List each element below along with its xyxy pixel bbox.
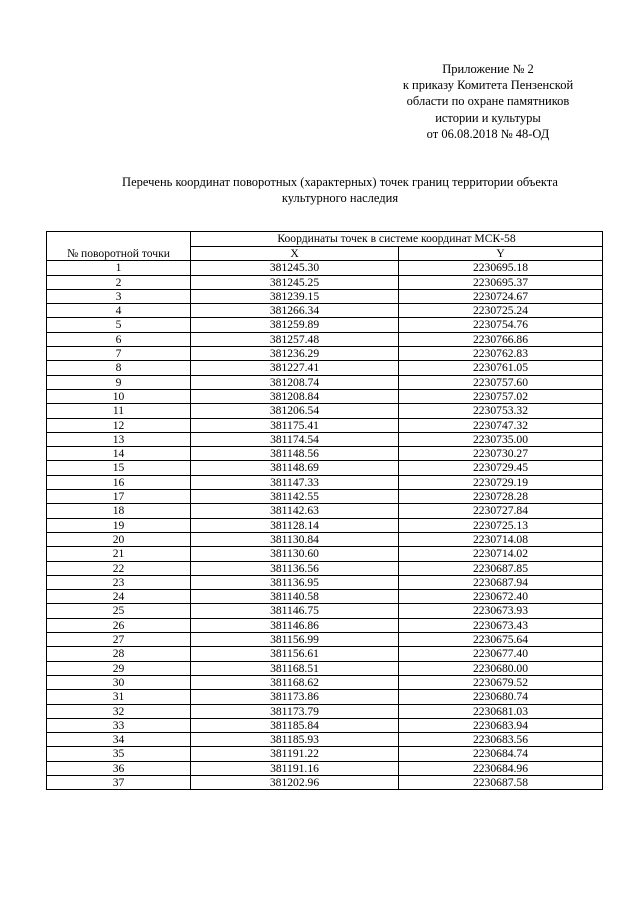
appendix-line: от 06.08.2018 № 48-ОД	[426, 126, 550, 141]
table-row	[47, 289, 603, 303]
y-coordinate-cell: 2230680.00	[399, 661, 603, 675]
x-coordinate-cell: 381146.86	[191, 618, 399, 632]
y-coordinate-cell: 2230673.43	[399, 618, 603, 632]
appendix-block	[360, 61, 616, 142]
point-number-cell: 22	[47, 561, 191, 575]
point-number-cell: 30	[47, 675, 191, 689]
table-row	[47, 261, 603, 275]
y-coordinate-cell: 2230747.32	[399, 418, 603, 432]
point-number-cell: 35	[47, 747, 191, 761]
y-coordinate-cell: 2230728.28	[399, 490, 603, 504]
point-number-cell: 15	[47, 461, 191, 475]
point-number-cell: 34	[47, 733, 191, 747]
x-coordinate-cell: 381142.55	[191, 490, 399, 504]
x-coordinate-cell: 381146.75	[191, 604, 399, 618]
table-row	[47, 332, 603, 346]
y-coordinate-cell: 2230729.45	[399, 461, 603, 475]
table-row	[47, 389, 603, 403]
table-row	[47, 618, 603, 632]
x-coordinate-cell: 381202.96	[191, 775, 399, 789]
table-row	[47, 275, 603, 289]
table-row	[47, 647, 603, 661]
y-coordinate-cell: 2230757.60	[399, 375, 603, 389]
table-row	[47, 661, 603, 675]
x-coordinate-cell: 381173.86	[191, 690, 399, 704]
y-coordinate-cell: 2230687.94	[399, 575, 603, 589]
point-number-cell: 37	[47, 775, 191, 789]
x-coordinate-cell: 381191.22	[191, 747, 399, 761]
table-row	[47, 375, 603, 389]
y-column-header: Y	[399, 247, 603, 261]
table-row	[47, 404, 603, 418]
table-row	[47, 747, 603, 761]
table-row	[47, 547, 603, 561]
appendix-line: к приказу Комитета Пензенской	[402, 78, 574, 93]
x-coordinate-cell: 381142.63	[191, 504, 399, 518]
y-coordinate-cell: 2230761.05	[399, 361, 603, 375]
table-row	[47, 361, 603, 375]
point-number-cell: 33	[47, 718, 191, 732]
table-row	[47, 490, 603, 504]
y-coordinate-cell: 2230725.24	[399, 304, 603, 318]
y-coordinate-cell: 2230724.67	[399, 289, 603, 303]
x-coordinate-cell: 381136.95	[191, 575, 399, 589]
y-coordinate-cell: 2230725.13	[399, 518, 603, 532]
x-coordinate-cell: 381257.48	[191, 332, 399, 346]
x-coordinate-cell: 381140.58	[191, 590, 399, 604]
x-column-header: X	[191, 247, 399, 261]
point-number-cell: 36	[47, 761, 191, 775]
point-number-cell: 20	[47, 532, 191, 546]
point-number-cell: 8	[47, 361, 191, 375]
x-coordinate-cell: 381245.25	[191, 275, 399, 289]
point-number-header: № поворотной точки	[47, 232, 191, 261]
y-coordinate-cell: 2230673.93	[399, 604, 603, 618]
table-row	[47, 532, 603, 546]
point-number-cell: 23	[47, 575, 191, 589]
x-coordinate-cell: 381259.89	[191, 318, 399, 332]
table-row	[47, 718, 603, 732]
point-number-cell: 28	[47, 647, 191, 661]
x-coordinate-cell: 381148.56	[191, 447, 399, 461]
x-coordinate-cell: 381173.79	[191, 704, 399, 718]
x-coordinate-cell: 381168.62	[191, 675, 399, 689]
y-coordinate-cell: 2230757.02	[399, 389, 603, 403]
table-row	[47, 590, 603, 604]
table-row	[47, 761, 603, 775]
y-coordinate-cell: 2230766.86	[399, 332, 603, 346]
point-number-cell: 19	[47, 518, 191, 532]
y-coordinate-cell: 2230684.96	[399, 761, 603, 775]
coordinate-system-header: Координаты точек в системе координат МСК-58	[191, 232, 603, 247]
x-coordinate-cell: 381191.16	[191, 761, 399, 775]
table-row	[47, 347, 603, 361]
table-row	[47, 704, 603, 718]
appendix-line: области по охране памятников	[406, 94, 570, 109]
table-row	[47, 418, 603, 432]
table-row	[47, 633, 603, 647]
y-coordinate-cell: 2230754.76	[399, 318, 603, 332]
point-number-cell: 26	[47, 618, 191, 632]
point-number-cell: 21	[47, 547, 191, 561]
x-coordinate-cell: 381236.29	[191, 347, 399, 361]
x-coordinate-cell: 381156.61	[191, 647, 399, 661]
x-coordinate-cell: 381148.69	[191, 461, 399, 475]
x-coordinate-cell: 381185.84	[191, 718, 399, 732]
document-title-line: культурного наследия	[281, 191, 399, 206]
x-coordinate-cell: 381174.54	[191, 432, 399, 446]
y-coordinate-cell: 2230675.64	[399, 633, 603, 647]
y-coordinate-cell: 2230753.32	[399, 404, 603, 418]
y-coordinate-cell: 2230735.00	[399, 432, 603, 446]
y-coordinate-cell: 2230687.85	[399, 561, 603, 575]
point-number-cell: 2	[47, 275, 191, 289]
point-number-cell: 6	[47, 332, 191, 346]
x-coordinate-cell: 381168.51	[191, 661, 399, 675]
table-row	[47, 604, 603, 618]
point-number-cell: 12	[47, 418, 191, 432]
point-number-cell: 32	[47, 704, 191, 718]
coordinates-table-body	[47, 261, 603, 790]
x-coordinate-cell: 381208.74	[191, 375, 399, 389]
point-number-cell: 13	[47, 432, 191, 446]
table-row	[47, 475, 603, 489]
table-row	[47, 575, 603, 589]
table-row	[47, 518, 603, 532]
x-coordinate-cell: 381175.41	[191, 418, 399, 432]
y-coordinate-cell: 2230687.58	[399, 775, 603, 789]
x-coordinate-cell: 381206.54	[191, 404, 399, 418]
point-number-cell: 10	[47, 389, 191, 403]
x-coordinate-cell: 381239.15	[191, 289, 399, 303]
y-coordinate-cell: 2230714.02	[399, 547, 603, 561]
point-number-cell: 11	[47, 404, 191, 418]
y-coordinate-cell: 2230727.84	[399, 504, 603, 518]
x-coordinate-cell: 381208.84	[191, 389, 399, 403]
y-coordinate-cell: 2230683.56	[399, 733, 603, 747]
x-coordinate-cell: 381227.41	[191, 361, 399, 375]
y-coordinate-cell: 2230672.40	[399, 590, 603, 604]
table-row	[47, 432, 603, 446]
appendix-line: Приложение № 2	[442, 62, 534, 76]
x-coordinate-cell: 381130.84	[191, 532, 399, 546]
y-coordinate-cell: 2230684.74	[399, 747, 603, 761]
y-coordinate-cell: 2230695.18	[399, 261, 603, 275]
document-title	[60, 174, 620, 206]
point-number-cell: 24	[47, 590, 191, 604]
point-number-cell: 4	[47, 304, 191, 318]
document-title-line: Перечень координат поворотных (характерных) точек границ территории объекта	[122, 175, 558, 189]
y-coordinate-cell: 2230677.40	[399, 647, 603, 661]
table-row	[47, 690, 603, 704]
table-row	[47, 318, 603, 332]
coordinates-table	[46, 231, 603, 790]
table-row	[47, 447, 603, 461]
point-number-cell: 3	[47, 289, 191, 303]
appendix-line: истории и культуры	[435, 110, 541, 125]
table-row	[47, 733, 603, 747]
y-coordinate-cell: 2230695.37	[399, 275, 603, 289]
point-number-cell: 1	[47, 261, 191, 275]
point-number-cell: 16	[47, 475, 191, 489]
y-coordinate-cell: 2230681.03	[399, 704, 603, 718]
x-coordinate-cell: 381147.33	[191, 475, 399, 489]
x-coordinate-cell: 381266.34	[191, 304, 399, 318]
y-coordinate-cell: 2230714.08	[399, 532, 603, 546]
point-number-cell: 14	[47, 447, 191, 461]
y-coordinate-cell: 2230762.83	[399, 347, 603, 361]
table-row	[47, 675, 603, 689]
table-row	[47, 304, 603, 318]
point-number-cell: 9	[47, 375, 191, 389]
x-coordinate-cell: 381128.14	[191, 518, 399, 532]
point-number-cell: 31	[47, 690, 191, 704]
point-number-cell: 17	[47, 490, 191, 504]
table-row	[47, 461, 603, 475]
x-coordinate-cell: 381130.60	[191, 547, 399, 561]
x-coordinate-cell: 381136.56	[191, 561, 399, 575]
x-coordinate-cell: 381185.93	[191, 733, 399, 747]
y-coordinate-cell: 2230679.52	[399, 675, 603, 689]
point-number-cell: 25	[47, 604, 191, 618]
x-coordinate-cell: 381245.30	[191, 261, 399, 275]
table-row	[47, 775, 603, 789]
point-number-cell: 29	[47, 661, 191, 675]
y-coordinate-cell: 2230730.27	[399, 447, 603, 461]
point-number-cell: 7	[47, 347, 191, 361]
x-coordinate-cell: 381156.99	[191, 633, 399, 647]
table-row	[47, 561, 603, 575]
point-number-cell: 5	[47, 318, 191, 332]
y-coordinate-cell: 2230729.19	[399, 475, 603, 489]
point-number-cell: 27	[47, 633, 191, 647]
y-coordinate-cell: 2230683.94	[399, 718, 603, 732]
y-coordinate-cell: 2230680.74	[399, 690, 603, 704]
point-number-cell: 18	[47, 504, 191, 518]
table-row	[47, 504, 603, 518]
